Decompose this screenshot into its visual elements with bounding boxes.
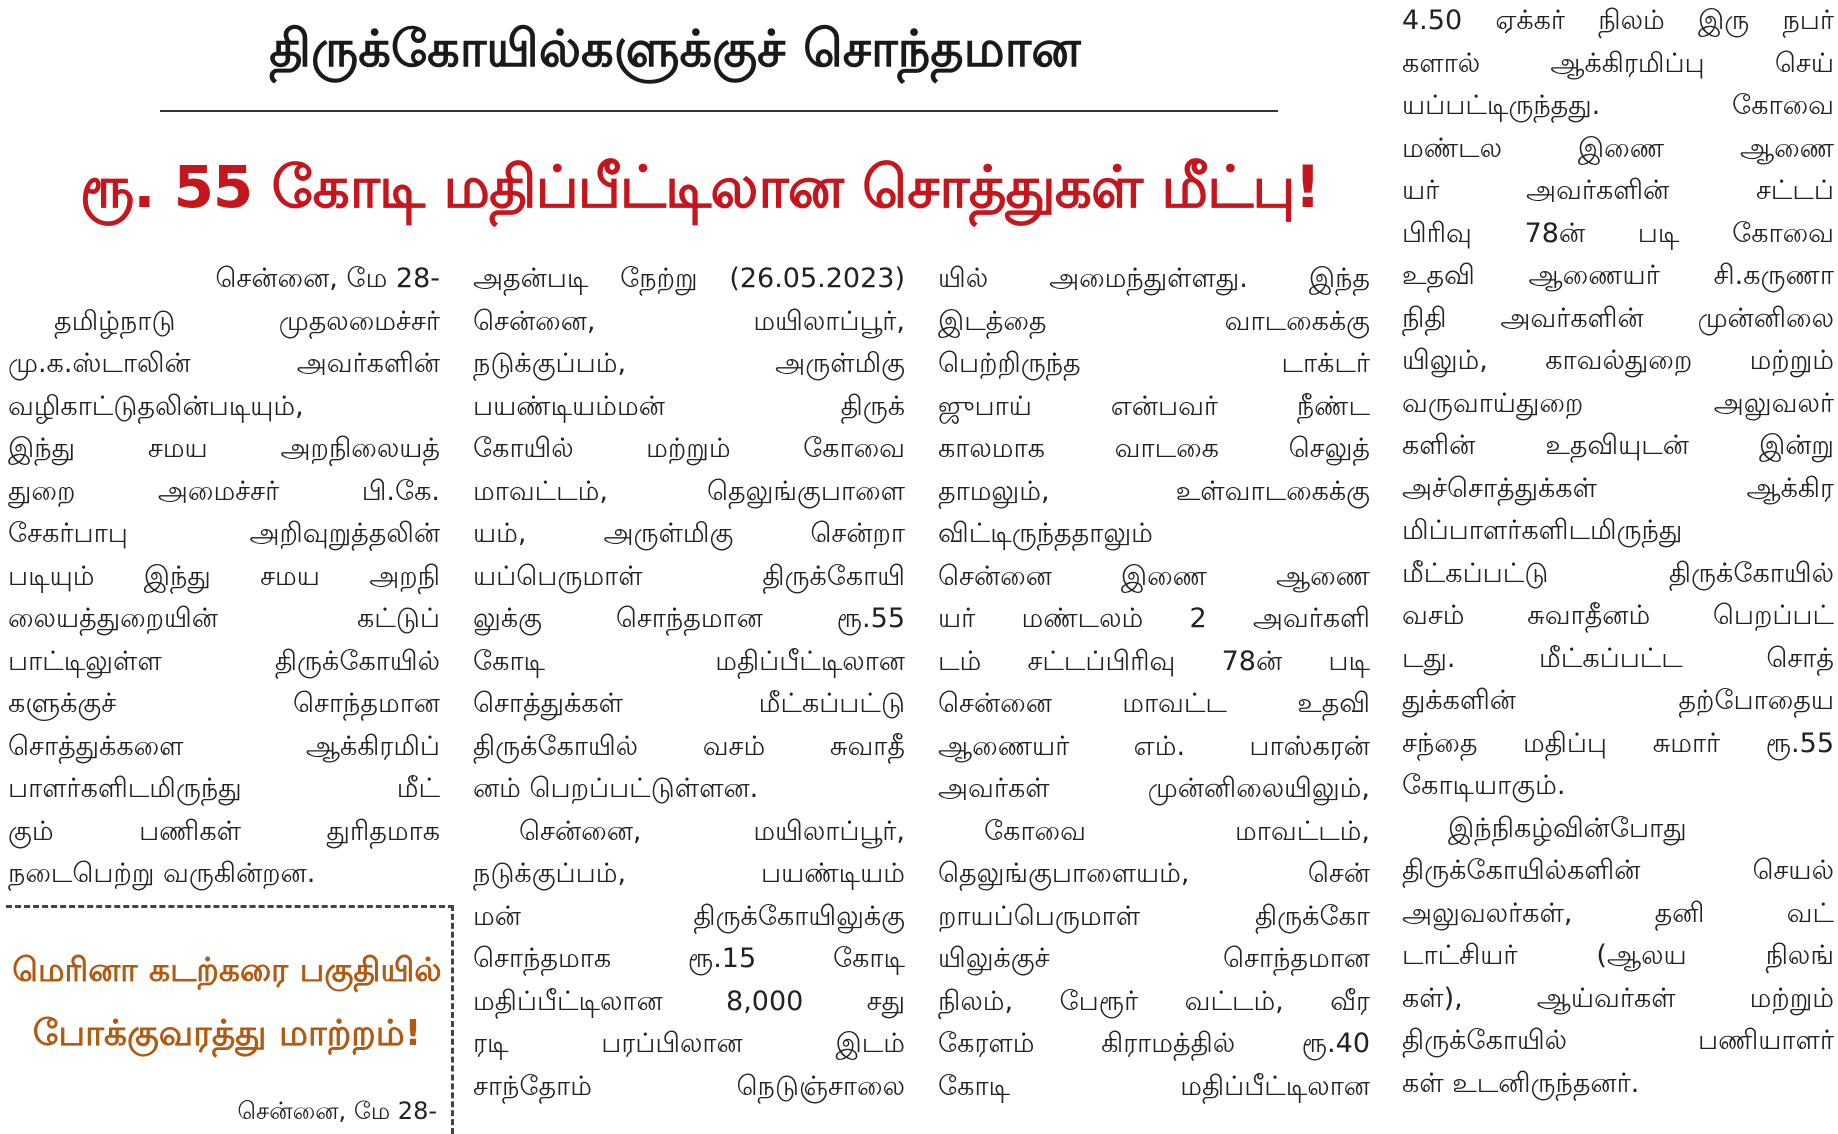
- text-line: சொத்துக்கள் மீட்கப்பட்டு: [473, 688, 905, 719]
- text-line: வருவாய்துறை அலுவலர்: [1402, 387, 1834, 419]
- text-line: நடுக்குப்பம், பயண்டியம்: [473, 858, 905, 889]
- headline-rule: [160, 110, 1278, 112]
- text-line: மு.க.ஸ்டாலின் அவர்களின்: [8, 348, 440, 379]
- text-line: திருக்கோயில் வசம் சுவாதீ: [473, 730, 905, 762]
- text-line: யிலும், காவல்துறை மற்றும்: [1402, 345, 1834, 376]
- text-line: சென்னை மாவட்ட உதவி: [938, 688, 1370, 719]
- text-line: கோடியாகும்.: [1402, 770, 1566, 801]
- text-line: இந்து சமய அறநிலையத்: [8, 433, 440, 464]
- text-line: பெற்றிருந்த டாக்டர்: [938, 348, 1370, 379]
- text-line: காலமாக வாடகை செலுத்: [938, 433, 1370, 464]
- text-line: டம் சட்டப்பிரிவு 78ன் படி: [938, 645, 1370, 677]
- text-line: நடைபெற்று வருகின்றன.: [8, 858, 316, 889]
- article-column-4: [1402, 0, 1834, 1105]
- text-line: பயண்டியம்மன் திருக்: [473, 390, 905, 422]
- headline-line-1: திருக்கோயில்களுக்குச் சொந்தமான: [269, 20, 1081, 79]
- text-line: நிதி அவர்களின் முன்னிலை: [1402, 302, 1834, 334]
- text-line: துறை அமைச்சர் பி.கே.: [8, 475, 440, 507]
- text-line: தாமலும், உள்வாடகைக்கு: [938, 475, 1370, 507]
- text-line: அதன்படி நேற்று (26.05.2023): [473, 263, 905, 294]
- text-line: கள்), ஆய்வர்கள் மற்றும்: [1402, 982, 1834, 1014]
- text-line: யப்பெருமாள் திருக்கோயி: [473, 560, 905, 592]
- text-line: கோயில் மற்றும் கோவை: [473, 433, 905, 464]
- text-line: தமிழ்நாடு முதலமைச்சர்: [54, 305, 440, 337]
- text-line: துக்களின் தற்போதைய: [1402, 685, 1834, 716]
- text-line: மாவட்டம், தெலுங்குபாளை: [473, 475, 905, 507]
- text-line: கோடி மதிப்பீட்டிலான: [938, 1070, 1370, 1102]
- text-line: பாட்டிலுள்ள திருக்கோயில்: [8, 645, 440, 677]
- text-line: இடத்தை வாடகைக்கு: [938, 305, 1370, 337]
- sidebar-news-title-line-1: மெரினா கடற்கரை பகுதியில்: [12, 950, 442, 989]
- text-line: லுக்கு சொந்தமான ரூ.55: [473, 603, 905, 634]
- text-line: சொத்துக்களை ஆக்கிரமிப்: [8, 730, 440, 762]
- text-line: னம் பெறப்பட்டுள்ளன.: [473, 773, 759, 804]
- text-line: களால் ஆக்கிரமிப்பு செய்: [1402, 47, 1834, 79]
- text-line: 4.50 ஏக்கர் நிலம் இரு நபர்: [1402, 5, 1834, 36]
- text-line: ஆணையர் எம். பாஸ்கரன்: [938, 730, 1370, 762]
- text-line: சந்தை மதிப்பு சுமார் ரூ.55: [1402, 727, 1834, 759]
- text-line: சென்னை, மயிலாப்பூர்,: [519, 815, 905, 847]
- text-line: யர் மண்டலம் 2 அவர்களி: [938, 603, 1370, 634]
- text-line: மிப்பாளர்களிடமிருந்து: [1402, 515, 1683, 546]
- text-line: ரடி பரப்பிலான இடம்: [473, 1028, 905, 1059]
- text-line: களின் உதவியுடன் இன்று: [1402, 430, 1834, 461]
- text-line: மீட்கப்பட்டு திருக்கோயில்: [1402, 557, 1834, 589]
- text-line: சாந்தோம் நெடுஞ்சாலை: [473, 1070, 905, 1102]
- text-line: சென்னை, மயிலாப்பூர்,: [473, 305, 905, 337]
- text-line: கோவை மாவட்டம்,: [984, 815, 1370, 847]
- text-line: பாளர்களிடமிருந்து மீட்: [8, 773, 440, 804]
- sidebar-news-dateline: சென்னை, மே 28-: [237, 1097, 437, 1125]
- text-line: சேகர்பாபு அறிவுறுத்தலின்: [8, 518, 440, 549]
- article-column-3: [938, 258, 1370, 1108]
- text-line: படியும் இந்து சமய அறநி: [8, 560, 440, 592]
- text-line: கேரளம் கிராமத்தில் ரூ.40: [938, 1028, 1370, 1059]
- text-line: பிரிவு 78ன் படி கோவை: [1402, 217, 1834, 249]
- text-line: வழிகாட்டுதலின்படியும்,: [8, 390, 304, 422]
- text-line: யிலுக்குச் சொந்தமான: [938, 943, 1370, 974]
- text-line: விட்டிருந்ததாலும்: [938, 518, 1153, 549]
- text-line: யப்பட்டிருந்தது. கோவை: [1402, 90, 1834, 121]
- text-line: அவர்கள் முன்னிலையிலும்,: [938, 773, 1370, 804]
- text-line: வசம் சுவாதீனம் பெறப்பட்: [1402, 600, 1834, 631]
- sidebar-news-title: [12, 938, 442, 1066]
- text-line: ஜுபாய் என்பவர் நீண்ட: [938, 390, 1370, 422]
- text-line: மன் திருக்கோயிலுக்கு: [473, 900, 905, 932]
- text-line: சென்னை இணை ஆணை: [938, 560, 1370, 592]
- text-line: திருக்கோயில்களின் செயல்: [1402, 855, 1834, 886]
- text-line: சென்னை, மே 28-: [215, 263, 440, 294]
- text-line: றாயப்பெருமாள் திருக்கோ: [938, 900, 1370, 932]
- text-line: டாட்சியர் (ஆலய நிலங்: [1402, 940, 1834, 971]
- headline-line-2: ரூ. 55 கோடி மதிப்பீட்டிலான சொத்துகள் மீட்பு!: [79, 153, 1321, 221]
- text-line: அலுவலர்கள், தனி வட்: [1402, 897, 1834, 929]
- text-line: இந்நிகழ்வின்போது: [1448, 812, 1687, 844]
- text-line: களுக்குச் சொந்தமான: [8, 688, 440, 719]
- text-line: யர் அவர்களின் சட்டப்: [1402, 175, 1834, 206]
- text-line: சொந்தமாக ரூ.15 கோடி: [473, 943, 905, 974]
- sidebar-news-title-line-2: போக்குவரத்து மாற்றம்!: [32, 1013, 422, 1054]
- text-line: கும் பணிகள் துரிதமாக: [8, 815, 440, 847]
- article-column-1: [8, 258, 440, 896]
- text-line: மண்டல இணை ஆணை: [1402, 132, 1834, 164]
- text-line: உதவி ஆணையர் சி.கருணா: [1402, 260, 1834, 291]
- text-line: தெலுங்குபாளையம், சென்: [938, 858, 1370, 889]
- text-line: லையத்துறையின் கட்டுப்: [8, 603, 440, 634]
- text-line: யில் அமைந்துள்ளது. இந்த: [938, 263, 1370, 294]
- text-line: நிலம், பேரூர் வட்டம், வீர: [938, 985, 1370, 1017]
- article-column-2: [473, 258, 905, 1108]
- sidebar-news-box: [6, 905, 454, 1134]
- text-line: மதிப்பீட்டிலான 8,000 சது: [473, 985, 905, 1017]
- text-line: டது. மீட்கப்பட்ட சொத்: [1402, 642, 1834, 674]
- text-line: அச்சொத்துக்கள் ஆக்கிர: [1402, 472, 1834, 504]
- text-line: திருக்கோயில் பணியாளர்: [1402, 1025, 1834, 1056]
- text-line: நடுக்குப்பம், அருள்மிகு: [473, 348, 905, 379]
- text-line: கள் உடனிருந்தனர்.: [1402, 1067, 1640, 1099]
- text-line: யம், அருள்மிகு சென்றா: [473, 518, 905, 549]
- text-line: கோடி மதிப்பீட்டிலான: [473, 645, 905, 677]
